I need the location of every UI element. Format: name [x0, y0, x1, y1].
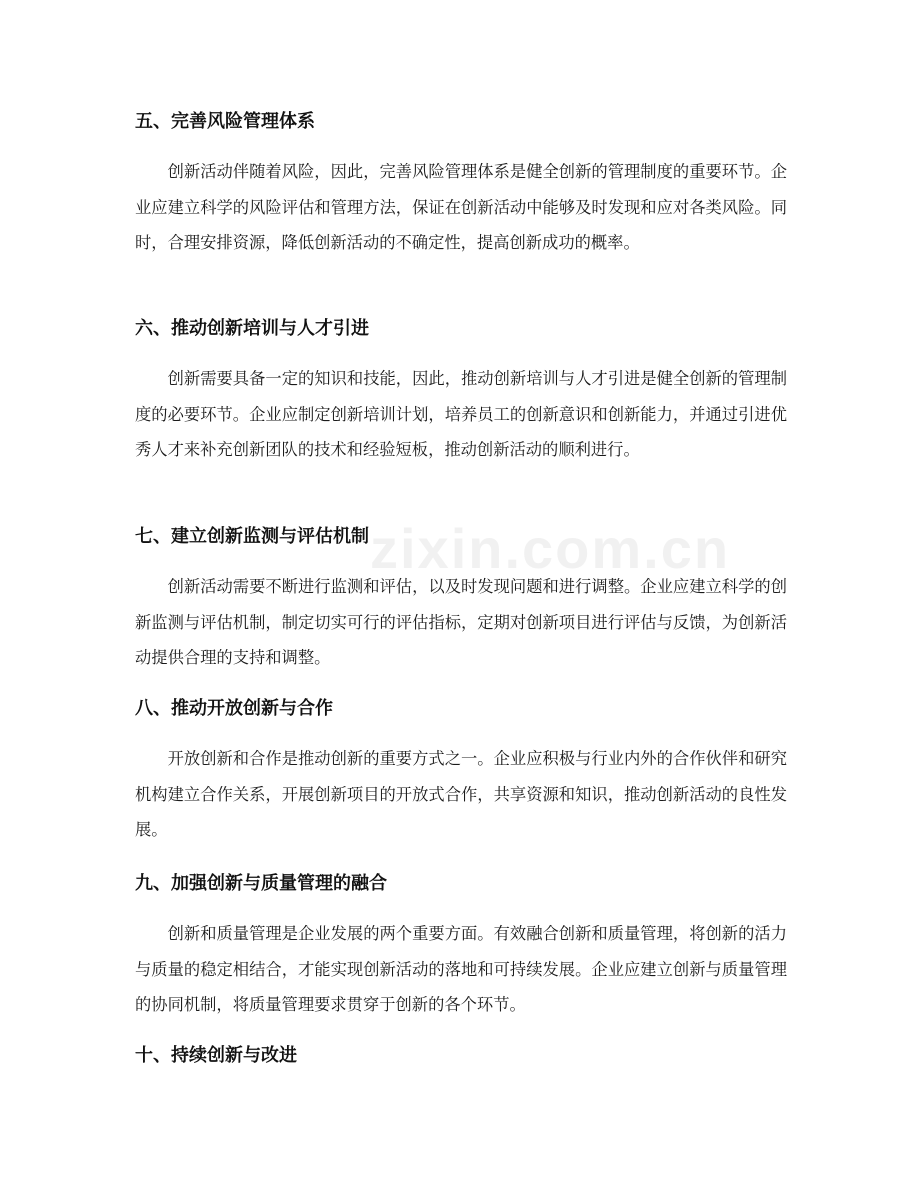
section-heading-8: 八、推动开放创新与合作	[135, 698, 333, 719]
section-paragraph-8: 开放创新和合作是推动创新的重要方式之一。企业应积极与行业内外的合作伙伴和研究机构建立合作关系，开展创新项目的开放式合作，共享资源和知识，推动创新活动的良性发展。	[135, 749, 787, 839]
section-heading-10: 十、持续创新与改进	[135, 1045, 297, 1066]
section-heading-5: 五、完善风险管理体系	[135, 111, 315, 132]
section-paragraph-5: 创新活动伴随着风险，因此，完善风险管理体系是健全创新的管理制度的重要环节。企业应建立科学的风险评估和管理方法，保证在创新活动中能够及时发现和应对各类风险。同时，合理安排资源，降低创新活动的不确定性，提高创新成功的概率。	[135, 162, 787, 252]
section-heading-7: 七、建立创新监测与评估机制	[135, 526, 369, 547]
section-heading-9: 九、加强创新与质量管理的融合	[135, 873, 387, 894]
watermark-text: zixin.com.cn	[370, 517, 731, 580]
section-paragraph-6: 创新需要具备一定的知识和技能，因此，推动创新培训与人才引进是健全创新的管理制度的必要环节。企业应制定创新培训计划，培养员工的创新意识和创新能力，并通过引进优秀人才来补充创新团队的技术和经验短板，推动创新活动的顺利进行。	[135, 369, 787, 459]
section-paragraph-9: 创新和质量管理是企业发展的两个重要方面。有效融合创新和质量管理，将创新的活力与质量的稳定相结合，才能实现创新活动的落地和可持续发展。企业应建立创新与质量管理的协同机制，将质量管理要求贯穿于创新的各个环节。	[135, 924, 787, 1014]
section-heading-6: 六、推动创新培训与人才引进	[135, 318, 369, 339]
section-paragraph-7: 创新活动需要不断进行监测和评估，以及时发现问题和进行调整。企业应建立科学的创新监测与评估机制，制定切实可行的评估指标，定期对创新项目进行评估与反馈，为创新活动提供合理的支持和调整。	[135, 577, 787, 667]
